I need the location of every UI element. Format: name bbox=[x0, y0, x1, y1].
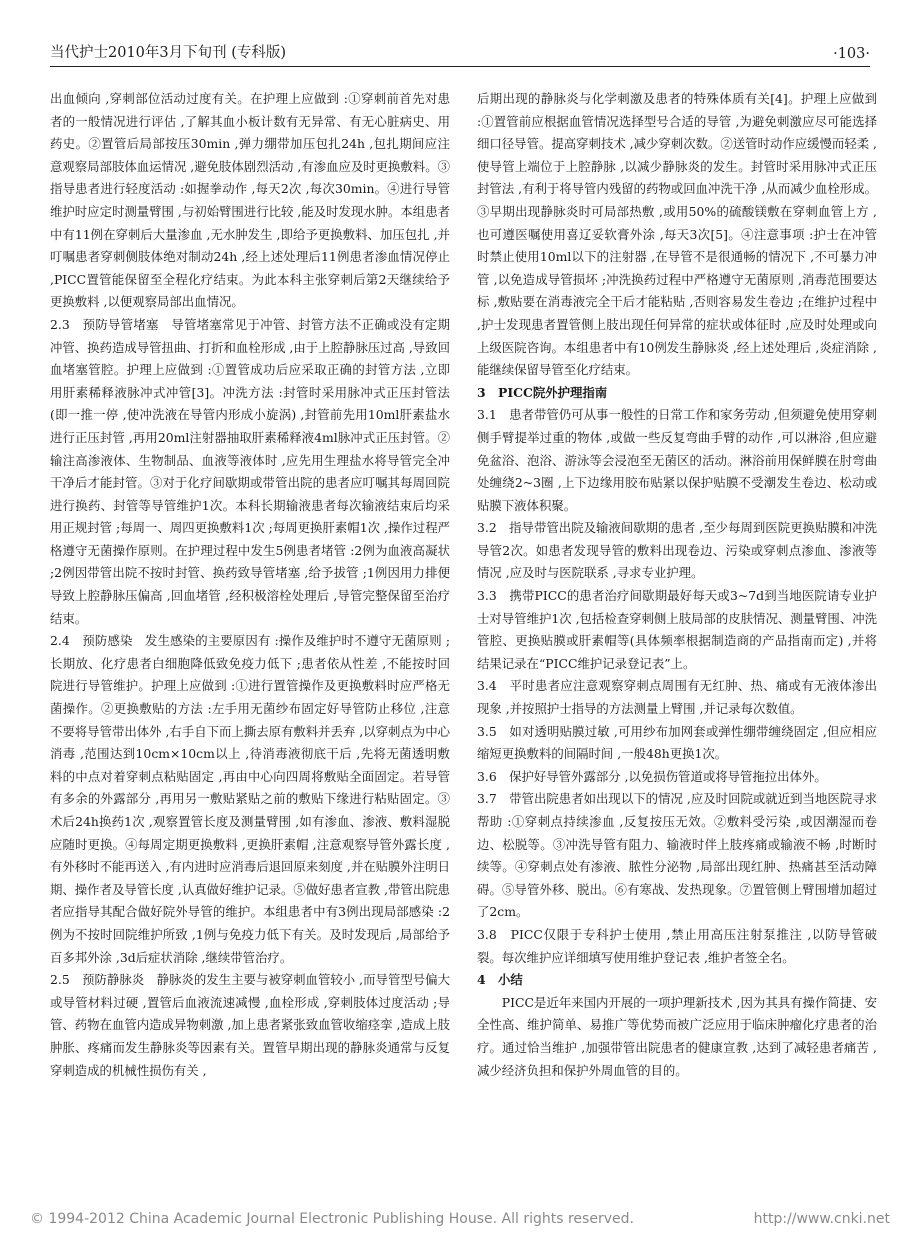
running-header bbox=[50, 40, 870, 62]
section-3-2: 3.2 指导带管出院及输液间歇期的患者 ,至少每周到医院更换贴膜和冲洗导管2次。如患者发现导管的敷料出现卷边、污染或穿刺点渗血、渗液等情况 ,应及时与医院联系 ,寻求专业护理。 bbox=[477, 520, 877, 581]
summary-paragraph: PICC是近年来国内开展的一项护理新技术 ,因为其具有操作简捷、安全性高、维护简单、易推广等优势而被广泛应用于临床肿瘤化疗患者的治疗。通过恰当维护 ,加强带管出院患者的健康宣教 ,达到了减轻患者痛苦 ,减少经济负担和保护外周血管的目的。 bbox=[477, 994, 877, 1078]
header-rule bbox=[50, 66, 870, 67]
paragraph: 后期出现的静脉炎与化学刺激及患者的特殊体质有关[4]。护理上应做到 :①置管前应根据血管情况选择型号合适的导管 ,为避免刺激应尽可能选择细口径导管。提高穿刺技术 ,减少穿刺次数。②送管时动作应缓慢而轻柔 ,使导管上端位于上腔静脉 ,以减少静脉炎的发生。封管时采用脉冲式正压封管法 ,有利于将导管内残留的药物或回血冲洗干净 ,从而减少血栓形成。③早期出现静脉炎时可局部热敷 ,或用50%的硫酸镁敷在穿刺血管上方 ,也可遵医嘱使用喜辽妥软膏外涂 ,每天3次[5]。④注意事项 :护士在冲管时禁止使用10ml以下的注射器 ,在导管不是很通畅的情况下 ,不可暴力冲管 ,以免造成导管损坏 ;冲洗换药过程中严格遵守无菌原则 ,消毒范围要达标 ,敷贴要在消毒液完全干后才能粘贴 ,否则容易发生卷边 ;在维护过程中 ,护士发现患者置管侧上肢出现任何异常的症状或体征时 ,应及时处理或向上级医院咨询。本组患者中有10例发生静脉炎 ,经上述处理后 ,炎症消除 ,能继续保留导管至化疗结束。 bbox=[477, 91, 877, 378]
section-3-4: 3.4 平时患者应注意观察穿刺点周围有无红肿、热、痛或有无液体渗出现象 ,并按照护士指导的方法测量上臂围 ,并记录每次数值。 bbox=[477, 678, 877, 717]
section-2-4: 2.4 预防感染 发生感染的主要原因有 :操作及维护时不遵守无菌原则 ;长期放、化疗患者白细胞降低致免疫力低下 ;患者依从性差 ,不能按时回院进行导管维护。护理上应做到 :①进行置管操作及更换敷料时应严格无菌操作。②更换敷贴的方法 :左手用无菌纱布固定好导管防止移位 ,注意不要将导管带出体外 ,右手自下而上撕去原有敷料并丢弃 ,以穿刺点为中心消毒 ,范围达到10cm×10cm以上 ,待消毒液彻底干后 ,先将无菌透明敷料的中点对着穿刺点粘贴固定 ,再由中心向四周将敷贴全面固定。若导管有多余的外露部分 ,再用另一敷贴紧贴之前的敷贴下缘进行粘贴固定。③术后24h换药1次 ,观察置管长度及测量臂围 ,如有渗血、渗液、敷料湿脱应随时更换。④每周定期更换敷料 ,更换肝素帽 ,注意观察导管外露长度 ,有外移时不能再送入 ,有内进时应消毒后退回原来刻度 ,并在贴膜外注明日期、操作者及导管长度 ,认真做好维护记录。⑤做好患者宣教 ,带管出院患者应指导其配合做好院外导管的维护。本组患者中有3例出现局部感染 :2例为不按时回院维护所致 ,1例与免疫力低下有关。及时发现后 ,局部给予百多邦外涂 ,3d后症状消除 ,继续带管治疗。 bbox=[50, 633, 450, 965]
section-2-3: 2.3 预防导管堵塞 导管堵塞常见于冲管、封管方法不正确或没有定期冲管、换药造成导管扭曲、打折和血栓形成 ,由于上腔静脉压过高 ,导致回血堵塞管腔。护理上应做到 :①置管成功后应采取正确的封管方法 ,立即用肝素稀释液脉冲式冲管[3]。冲洗方法 :封管时采用脉冲式正压封管法(即一推一停 ,使冲洗液在导管内形成小旋涡) ,封管前先用10ml肝素盐水进行正压封管 ,再用20ml注射器抽取肝素稀释液4ml脉冲式正压封管。②输注高渗液体、生物制品、血液等液体时 ,应先用生理盐水将导管完全冲干净后才能封管。③对于化疗间歇期或带管出院的患者应叮嘱其每周回院进行换药、封管等导管维护1次。本科长期输液患者每次输液结束后均采用正规封管 ;每周一、周四更换敷料1次 ;每周更换肝素帽1次 ,操作过程严格遵守无菌操作原则。在护理过程中发生5例患者堵管 :2例为血液高凝状 ;2例因带管出院不按时封管、换药致导管堵塞 ,给予拔管 ;1例因用力排便导致上腔静脉压偏高 ,回血堵管 ,经积极溶栓处理后 ,导管完整保留至治疗结束。 bbox=[50, 316, 450, 626]
section-2-5: 2.5 预防静脉炎 静脉炎的发生主要与被穿刺血管较小 ,而导管型号偏大或导管材料过硬 ,置管后血液流速减慢 ,血栓形成 ,穿刺肢体过度活动 ;导管、药物在血管内造成异物刺激 ,加上患者紧张致血管收缩痉挛 ,造成上肢肿胀、疼痛而发生静脉炎等因素有关。置管早期出现的静脉炎通常与反复穿刺造成的机械性损伤有关 , bbox=[50, 972, 450, 1078]
section-3-7: 3.7 带管出院患者如出现以下的情况 ,应及时回院或就近到当地医院寻求帮助 :①穿刺点持续渗血 ,反复按压无效。②敷料受污染 ,或因潮湿而卷边、松脱等。③冲洗导管有阻力、输液时伴上肢疼痛或输液不畅 ,时断时续等。④穿刺点处有渗液、脓性分泌物 ,局部出现红肿、热痛甚至活动障碍。⑤导管外移、脱出。⑥有寒战、发热现象。⑦置管侧上臂围增加超过了2cm。 bbox=[477, 791, 877, 920]
section-3-1: 3.1 患者带管仍可从事一般性的日常工作和家务劳动 ,但须避免使用穿刺侧手臂提举过重的物体 ,或做一些反复弯曲手臂的动作 ,可以淋浴 ,但应避免盆浴、泡浴、游泳等会浸泡至无菌区的活动。淋浴前用保鲜膜在肘弯曲处缠绕2~3圈 ,上下边缘用胶布贴紧以保护贴膜不受潮发生卷边、松动或贴膜下液体积聚。 bbox=[477, 407, 877, 513]
section-heading-4: 4 小结 bbox=[477, 972, 523, 988]
section-heading-3: 3 PICC院外护理指南 bbox=[477, 384, 608, 400]
paragraph: 出血倾向 ,穿刺部位活动过度有关。在护理上应做到 :①穿刺前首先对患者的一般情况进行评估 ,了解其血小板计数有无异常、有无心脏病史、用药史。②置管后局部按压30min ,弹力绷带加压包扎24h ,包扎期间应注意观察局部肢体血运情况 ,避免肢体剧烈活动 ,有渗血应及时更换敷料。③指导患者进行轻度活动 :如握拳动作 ,每天2次 ,每次30min。④进行导管维护时应定时测量臂围 ,与初始臂围进行比较 ,能及时发现水肿。本组患者中有11例在穿刺后大量渗血 ,无水肿发生 ,即给予更换敷料、加压包扎 ,并叮嘱患者穿刺侧肢体绝对制动24h ,经上述处理后11例患者渗血情况停止 ,PICC置管能保留至全程化疗结束。为此本科主张穿刺后第2天继续给予更换敷料 ,以便观察局部出血情况。 bbox=[50, 91, 450, 310]
page-number: ·103· bbox=[833, 46, 870, 62]
section-3-5: 3.5 如对透明贴膜过敏 ,可用纱布加网套或弹性绷带缠绕固定 ,但应相应缩短更换敷料的间隔时间 ,一般48h更换1次。 bbox=[477, 723, 877, 762]
copyright-notice: © 1994-2012 China Academic Journal Electronic Publishing House. All rights reserved. bbox=[30, 1211, 634, 1227]
section-3-8: 3.8 PICC仅限于专科护士使用 ,禁止用高压注射泵推注 ,以防导管破裂。每次维护应详细填写使用维护登记表 ,维护者签全名。 bbox=[477, 926, 877, 965]
section-3-3: 3.3 携带PICC的患者治疗间歇期最好每天或3~7d到当地医院请专业护士对导管维护1次 ,包括检查穿刺侧上肢局部的皮肤情况、测量臂围、冲洗管腔、更换贴膜或肝素帽等(具体频率根据制造商的产品指南而定) ,并将结果记录在“PICC维护记录登记表”上。 bbox=[477, 588, 877, 671]
section-3-6: 3.6 保护好导管外露部分 ,以免损伤管道或将导管拖拉出体外。 bbox=[477, 768, 827, 784]
footer bbox=[30, 1211, 890, 1227]
journal-title: 当代护士2010年3月下旬刊 (专科版) bbox=[50, 45, 287, 61]
left-column bbox=[50, 88, 450, 1196]
footer-link[interactable]: http://www.cnki.net bbox=[753, 1211, 890, 1227]
right-column bbox=[477, 88, 877, 1196]
